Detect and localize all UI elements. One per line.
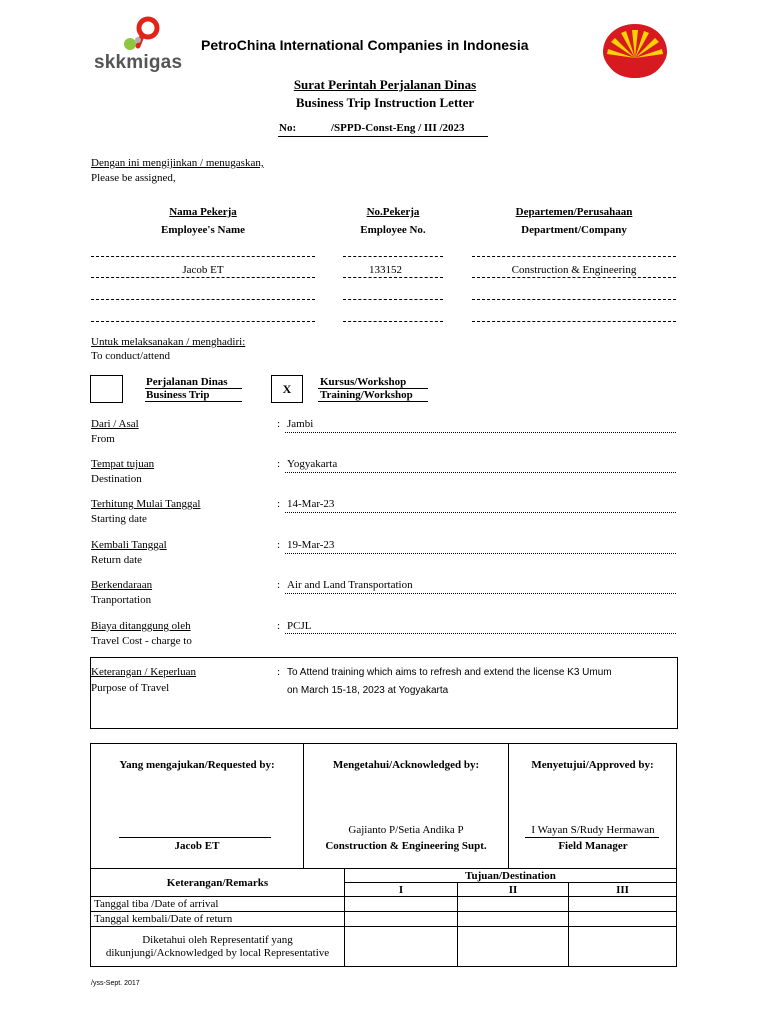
field-start-date-label-en: Starting date: [91, 513, 147, 525]
skkmigas-logo-text: skkmigas: [94, 52, 183, 73]
return-date-3: [569, 912, 677, 927]
employee-name-value: Jacob ET: [182, 264, 224, 276]
field-from-label-en: From: [91, 433, 115, 445]
conduct-label-en: To conduct/attend: [91, 350, 170, 362]
training-workshop-label-id: Kursus/Workshop: [320, 376, 407, 388]
arrival-date-2: [458, 897, 569, 912]
employee-row-divider-2c: [472, 277, 676, 278]
destination-header: Tujuan/Destination: [345, 869, 677, 883]
field-destination-label-en: Destination: [91, 473, 142, 485]
field-destination-colon: :: [277, 458, 281, 470]
field-from-line: [285, 432, 676, 433]
field-transport-label-id: Berkendaraan: [91, 579, 153, 591]
letter-number-label: No:: [279, 122, 297, 134]
business-trip-underline-2: [145, 401, 242, 402]
purpose-line-2: on March 15-18, 2023 at Yogyakarta: [287, 685, 449, 696]
field-destination-label-id: Tempat tujuan: [91, 458, 155, 470]
field-cost-label-en: Travel Cost - charge to: [91, 635, 192, 647]
employee-row-divider-4b: [343, 321, 443, 322]
employee-row-divider-1c: [472, 256, 676, 257]
field-from-value: Jambi: [287, 418, 314, 430]
representative-label: [91, 927, 345, 967]
field-destination-value: Yogyakarta: [287, 458, 338, 470]
employee-row-divider-2b: [343, 277, 443, 278]
return-date-2: [458, 912, 569, 927]
purpose-line-1: To Attend training which aims to refresh and extend the license K3 Umum: [287, 667, 612, 678]
acknowledged-title: Construction & Engineering Supt.: [325, 840, 487, 852]
acknowledged-cell: [304, 744, 509, 869]
conduct-label-id: Untuk melaksanakan / menghadiri:: [91, 336, 246, 348]
employee-row-divider-1b: [343, 256, 443, 257]
return-date-label: Tanggal kembali/Date of return: [91, 912, 345, 927]
training-workshop-underline: [318, 388, 428, 389]
intro-english: Please be assigned,: [91, 172, 176, 184]
field-destination-line: [285, 472, 676, 473]
employee-row-divider-1a: [91, 256, 315, 257]
field-return-date-colon: :: [277, 539, 281, 551]
training-workshop-label-en: Training/Workshop: [320, 389, 413, 401]
business-trip-checkbox[interactable]: [90, 375, 123, 403]
approved-cell: [509, 744, 677, 869]
field-transport-value: Air and Land Transportation: [287, 579, 413, 591]
employee-name-header-id: Nama Pekerja: [169, 206, 237, 218]
employee-row-divider-4c: [472, 321, 676, 322]
approved-label: Menyetujui/Approved by:: [531, 759, 654, 771]
skkmigas-logo: [92, 16, 196, 74]
intro-indonesian: Dengan ini mengijinkan / menugaskan,: [91, 157, 264, 169]
requested-name: Jacob ET: [174, 840, 220, 852]
department-value: Construction & Engineering: [511, 264, 637, 276]
employee-row-divider-3a: [91, 299, 315, 300]
business-trip-label-id: Perjalanan Dinas: [146, 376, 228, 388]
letter-number-value: /SPPD-Const-Eng / III /2023: [331, 122, 465, 134]
arrival-date-3: [569, 897, 677, 912]
approved-title: Field Manager: [558, 840, 628, 852]
representative-label-line-1: Diketahui oleh Representatif yang: [142, 933, 293, 946]
remarks-header: Keterangan/Remarks: [91, 869, 345, 897]
purpose-label-en: Purpose of Travel: [91, 682, 170, 694]
field-start-date-label-id: Terhitung Mulai Tanggal: [91, 498, 201, 510]
field-return-date-value: 19-Mar-23: [287, 539, 335, 551]
training-workshop-checkbox[interactable]: X: [271, 375, 303, 403]
purpose-label-id: Keterangan / Keperluan: [91, 666, 197, 678]
field-return-date-label-en: Return date: [91, 554, 143, 566]
petrochina-logo: [601, 22, 669, 80]
field-return-date-line: [285, 553, 676, 554]
company-name: PetroChina International Companies in Indonesia: [201, 37, 529, 53]
field-cost-line: [285, 633, 676, 634]
requested-signature-line: [119, 837, 271, 838]
employee-row-divider-3b: [343, 299, 443, 300]
letter-number-underline: [278, 136, 488, 137]
representative-sign-1: [345, 927, 458, 967]
field-start-date-colon: :: [277, 498, 281, 510]
field-transport-label-en: Tranportation: [91, 594, 152, 606]
department-header-en: Department/Company: [521, 224, 627, 236]
requested-label: Yang mengajukan/Requested by:: [119, 759, 275, 771]
field-cost-value: PCJL: [287, 620, 312, 632]
field-cost-colon: :: [277, 620, 281, 632]
destination-col-1: I: [345, 883, 458, 897]
field-return-date-label-id: Kembali Tanggal: [91, 539, 167, 551]
employee-row-divider-3c: [472, 299, 676, 300]
purpose-colon: :: [277, 666, 281, 678]
field-start-date-value: 14-Mar-23: [287, 498, 335, 510]
field-cost-label-id: Biaya ditanggung oleh: [91, 620, 191, 632]
employee-number-value: 133152: [369, 264, 402, 276]
destination-col-3: III: [569, 883, 677, 897]
department-header-id: Departemen/Perusahaan: [515, 206, 633, 218]
field-transport-line: [285, 593, 676, 594]
employee-row-divider-2a: [91, 277, 315, 278]
title-english: Business Trip Instruction Letter: [295, 95, 475, 110]
field-transport-colon: :: [277, 579, 281, 591]
training-workshop-underline-2: [318, 401, 428, 402]
field-start-date-line: [285, 512, 676, 513]
remarks-table: [90, 868, 677, 967]
representative-sign-2: [458, 927, 569, 967]
field-from-label-id: Dari / Asal: [91, 418, 139, 430]
title-indonesian: Surat Perintah Perjalanan Dinas: [293, 77, 477, 92]
signature-table: [90, 743, 677, 869]
acknowledged-name: Gajianto P/Setia Andika P: [348, 824, 464, 836]
approved-name-underline: [525, 837, 659, 838]
business-trip-underline: [145, 388, 242, 389]
destination-col-2: II: [458, 883, 569, 897]
approved-name: I Wayan S/Rudy Hermawan: [531, 824, 655, 836]
representative-sign-3: [569, 927, 677, 967]
arrival-date-label: Tanggal tiba /Date of arrival: [91, 897, 345, 912]
employee-row-divider-4a: [91, 321, 315, 322]
petrochina-logo-mark: [601, 22, 669, 80]
employee-no-header-en: Employee No.: [360, 224, 426, 236]
arrival-date-1: [345, 897, 458, 912]
representative-label-line-2: dikunjungi/Acknowledged by local Representative: [105, 946, 330, 959]
form-footer-code: /yss-Sept. 2017: [91, 980, 140, 987]
requested-cell: [91, 744, 304, 869]
employee-no-header-id: No.Pekerja: [366, 206, 420, 218]
acknowledged-label: Mengetahui/Acknowledged by:: [332, 759, 480, 771]
return-date-1: [345, 912, 458, 927]
employee-name-header-en: Employee's Name: [160, 224, 245, 236]
business-trip-label-en: Business Trip: [146, 389, 210, 401]
field-from-colon: :: [277, 418, 281, 430]
